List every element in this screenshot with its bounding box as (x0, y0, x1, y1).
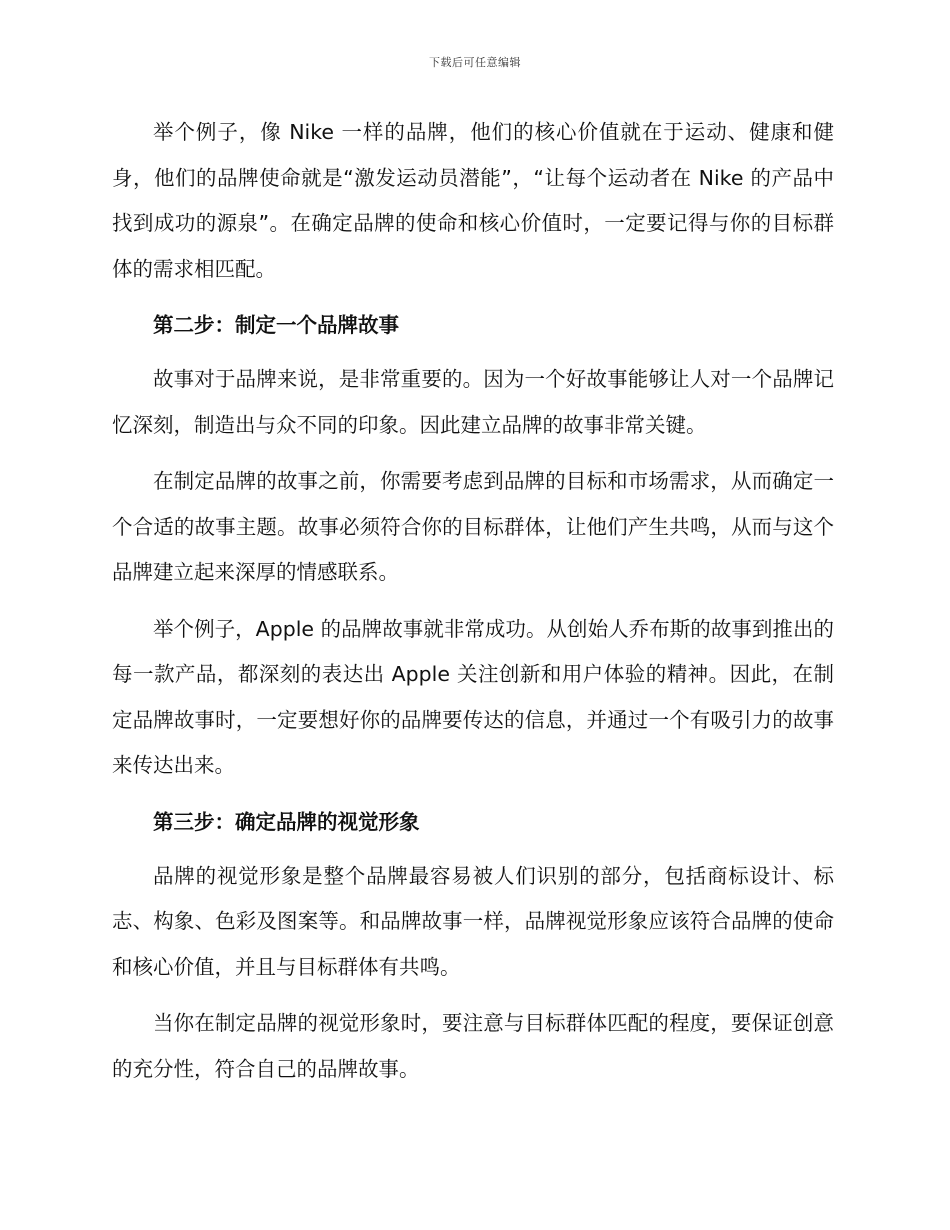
paragraph-apple-example: 举个例子，Apple 的品牌故事就非常成功。从创始人乔布斯的故事到推出的每一款产品，都深刻的表达出 Apple 关注创新和用户体验的精神。因此，在制定品牌故事时，一定要想好你的品牌要传达的信息，并通过一个有吸引力的故事来传达出来。 (112, 616, 834, 777)
section-heading-step-three: 第三步：确定品牌的视觉形象 (153, 809, 420, 834)
paragraph-visual-identity: 品牌的视觉形象是整个品牌最容易被人们识别的部分，包括商标设计、标志、构象、色彩及图案等。和品牌故事一样，品牌视觉形象应该符合品牌的使命和核心价值，并且与目标群体有共鸣。 (112, 863, 834, 979)
paragraph-story-planning: 在制定品牌的故事之前，你需要考虑到品牌的目标和市场需求，从而确定一个合适的故事主题。故事必须符合你的目标群体，让他们产生共鸣，从而与这个品牌建立起来深厚的情感联系。 (112, 469, 834, 584)
document-body (112, 110, 834, 1103)
section-heading-step-two: 第二步：制定一个品牌故事 (153, 313, 399, 337)
paragraph-story-importance: 故事对于品牌来说，是非常重要的。因为一个好故事能够让人对一个品牌记忆深刻，制造出与众不同的印象。因此建立品牌的故事非常关键。 (112, 367, 834, 437)
page-header: 下载后可任意编辑 (429, 56, 521, 69)
paragraph-visual-guidance: 当你在制定品牌的视觉形象时，要注意与目标群体匹配的程度，要保证创意的充分性，符合自己的品牌故事。 (112, 1011, 834, 1081)
paragraph-nike-example: 举个例子，像 Nike 一样的品牌，他们的核心价值就在于运动、健康和健身，他们的品牌使命就是“激发运动员潜能”，“让每个运动者在 Nike 的产品中找到成功的源泉”。在确定品牌的使命和核心价值时，一定要记得与你的目标群体的需求相匹配。 (112, 120, 834, 281)
